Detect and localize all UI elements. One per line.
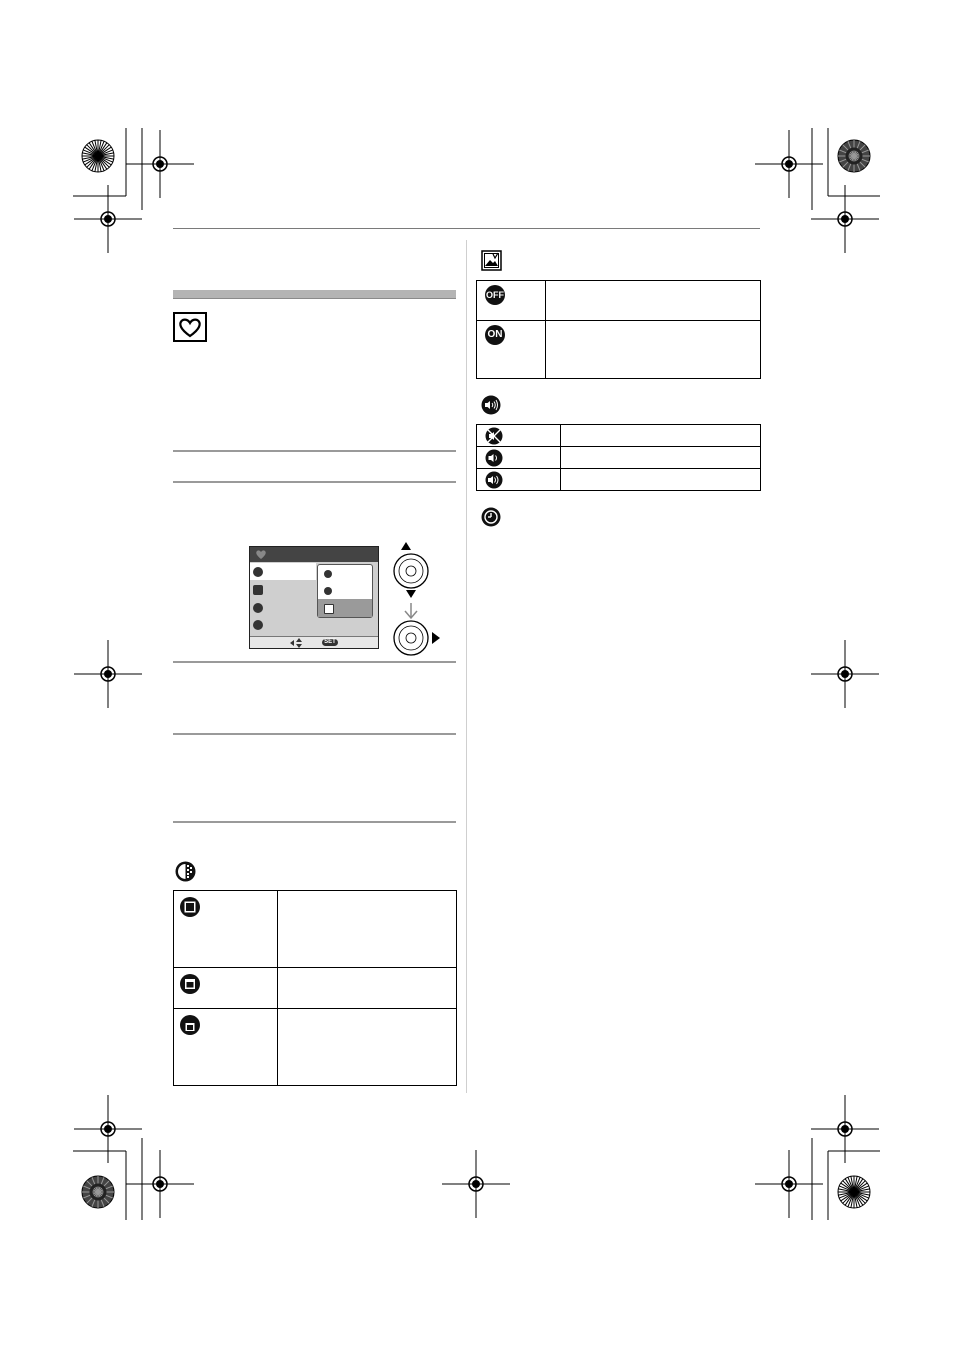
cursor-buttons-diagram <box>388 540 450 660</box>
camera-menu-screen <box>249 546 379 649</box>
beep-icon <box>481 395 501 415</box>
header-rule <box>173 228 760 229</box>
off-icon: OFF <box>485 285 505 305</box>
table-row <box>174 968 457 1009</box>
divider-5 <box>173 821 456 823</box>
quality-standard-icon <box>324 587 332 595</box>
heart-icon <box>255 549 267 560</box>
quality-fine-icon <box>179 896 201 918</box>
auto-review-table <box>476 280 761 379</box>
quality-table <box>173 890 457 1086</box>
divider-4 <box>173 733 456 735</box>
quality-low-icon <box>179 1014 201 1036</box>
on-icon: ON <box>485 325 505 345</box>
divider-2 <box>173 481 456 483</box>
table-row <box>477 321 761 379</box>
auto-review-icon <box>253 585 263 595</box>
table-row <box>174 1009 457 1086</box>
table-row <box>477 469 761 491</box>
color-effect-icon <box>175 861 196 882</box>
column-divider <box>466 240 467 1093</box>
table-row <box>477 447 761 469</box>
beep-icon <box>253 603 263 613</box>
heart-icon <box>173 312 207 342</box>
set-button-label: SET <box>322 639 338 646</box>
speaker-low-icon <box>485 449 503 467</box>
section-bar <box>173 290 456 299</box>
camera-menu-footer <box>250 636 378 649</box>
clock-icon <box>253 620 263 630</box>
table-row <box>174 891 457 968</box>
quality-low-icon <box>324 604 334 614</box>
speaker-high-icon <box>485 471 503 489</box>
right-arrow-icon <box>432 632 440 644</box>
auto-review-icon <box>481 250 502 271</box>
beep-table <box>476 424 761 491</box>
quality-standard-icon <box>179 973 201 995</box>
color-effect-icon <box>253 567 263 577</box>
arrows-icon <box>290 638 302 648</box>
camera-menu-header <box>250 547 378 562</box>
table-row <box>477 425 761 447</box>
clock-icon <box>481 507 501 527</box>
camera-submenu <box>317 564 373 618</box>
mute-icon <box>485 427 503 445</box>
quality-fine-icon <box>324 570 332 578</box>
up-arrow-icon <box>401 542 411 550</box>
divider-3 <box>173 661 456 663</box>
down-arrow-icon <box>406 590 416 598</box>
table-row <box>477 281 761 321</box>
divider-1 <box>173 450 456 452</box>
